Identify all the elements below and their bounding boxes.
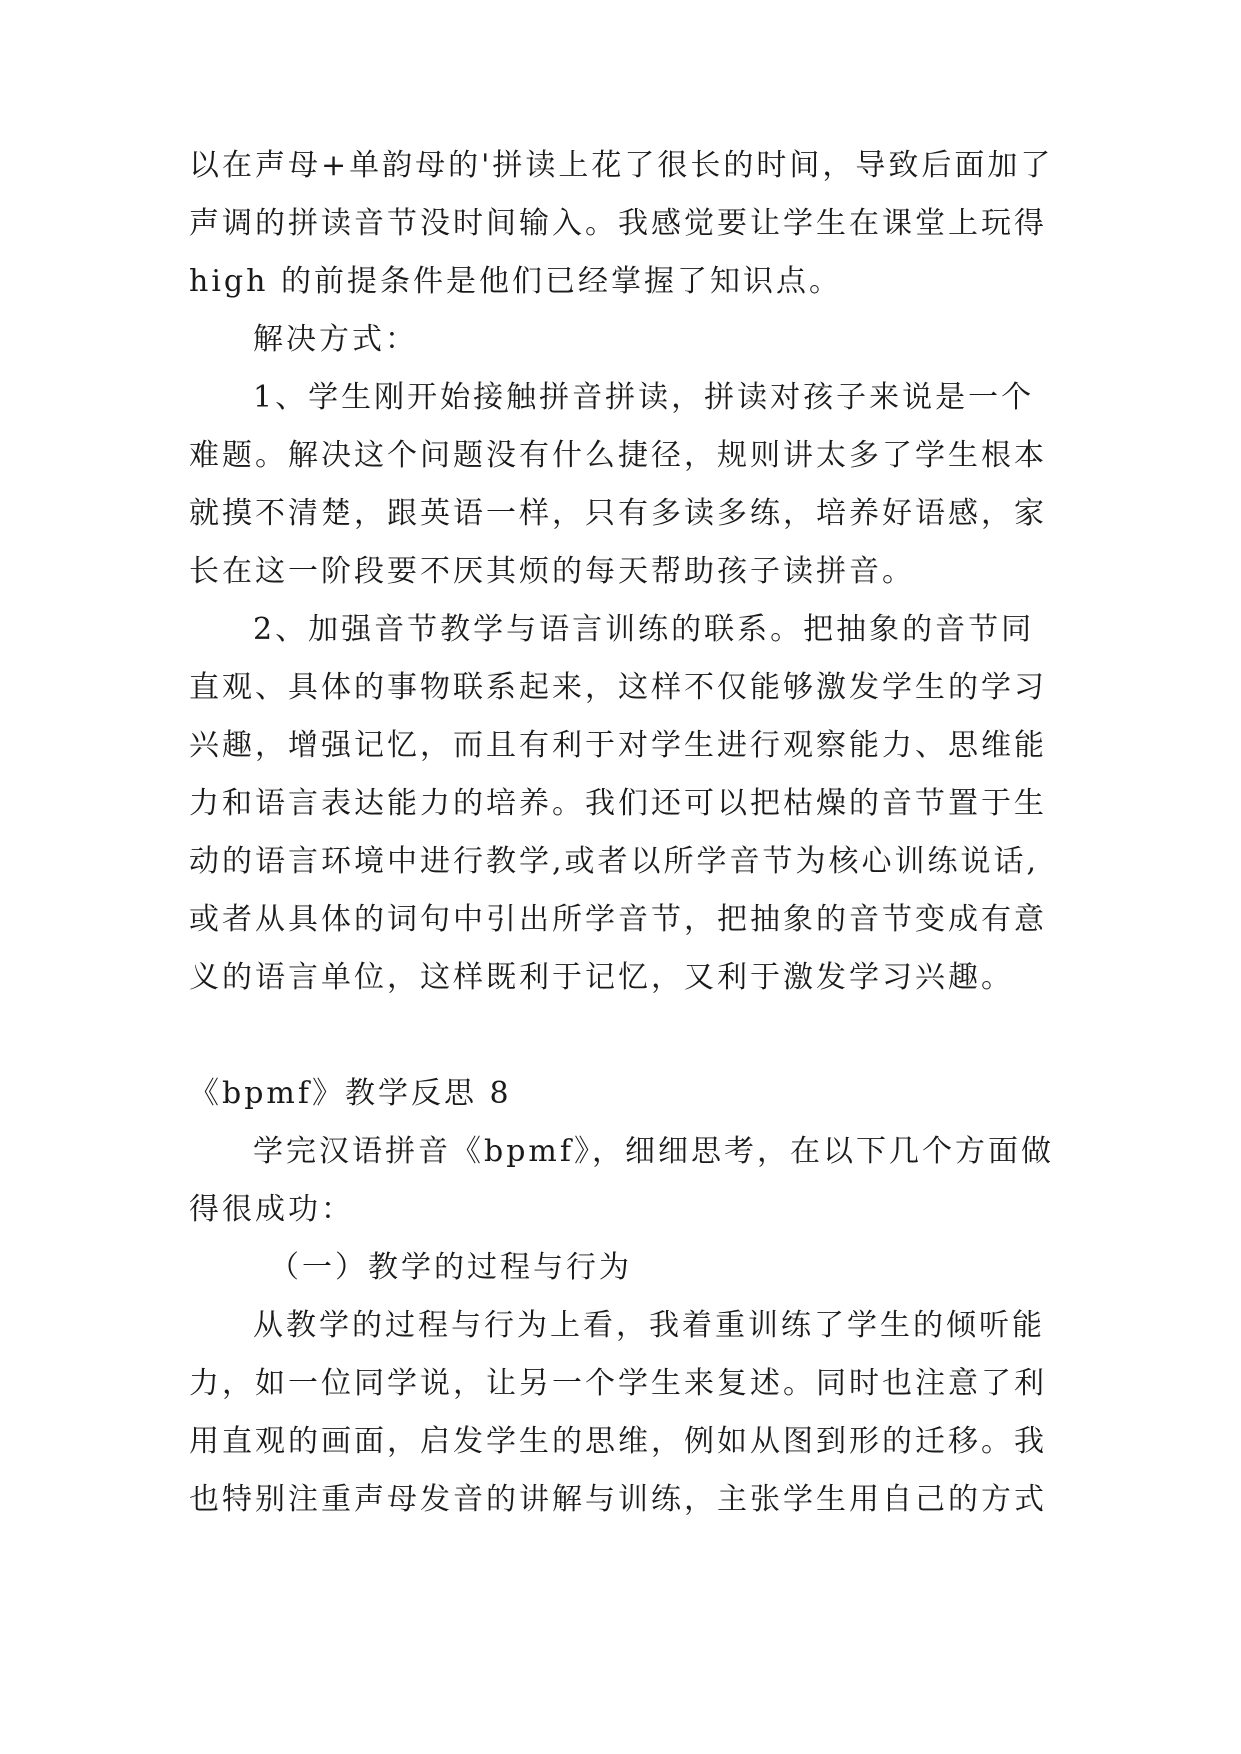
body-text-line: 也特别注重声母发音的讲解与训练，主张学生用自己的方式 <box>189 1482 1047 1517</box>
body-text-line: 从教学的过程与行为上看，我着重训练了学生的倾听能 <box>253 1308 1045 1343</box>
body-text-line: 力和语言表达能力的培养。我们还可以把枯燥的音节置于生 <box>189 786 1047 821</box>
body-text-line: 声调的拼读音节没时间输入。我感觉要让学生在课堂上玩得 <box>189 206 1047 241</box>
body-text-line: 就摸不清楚，跟英语一样，只有多读多练，培养好语感，家 <box>189 496 1047 531</box>
subsection-heading: （一）教学的过程与行为 <box>269 1250 632 1285</box>
body-text-line: 义的语言单位，这样既利于记忆，又利于激发学习兴趣。 <box>189 960 1014 995</box>
list-item-2-start: 2、加强音节教学与语言训练的联系。把抽象的音节同 <box>253 612 1035 647</box>
body-text-line: 学完汉语拼音《bpmf》，细细思考，在以下几个方面做 <box>253 1134 1054 1169</box>
body-text-line: 难题。解决这个问题没有什么捷径，规则讲太多了学生根本 <box>189 438 1047 473</box>
body-text-line: 或者从具体的词句中引出所学音节，把抽象的音节变成有意 <box>189 902 1047 937</box>
section-label: 解决方式： <box>253 322 418 357</box>
body-text-line: 直观、具体的事物联系起来，这样不仅能够激发学生的学习 <box>189 670 1047 705</box>
article-heading: 《bpmf》教学反思 8 <box>189 1076 512 1111</box>
body-text-line: 长在这一阶段要不厌其烦的每天帮助孩子读拼音。 <box>189 554 915 589</box>
body-text-line: 得很成功： <box>189 1192 354 1227</box>
body-text-line: 力，如一位同学说，让另一个学生来复述。同时也注意了利 <box>189 1366 1047 1401</box>
body-text-line: high 的前提条件是他们已经掌握了知识点。 <box>189 264 842 299</box>
body-text-line: 动的语言环境中进行教学,或者以所学音节为核心训练说话, <box>189 844 1040 879</box>
body-text-line: 用直观的画面，启发学生的思维，例如从图到形的迁移。我 <box>189 1424 1047 1459</box>
body-text-line: 兴趣，增强记忆，而且有利于对学生进行观察能力、思维能 <box>189 728 1047 763</box>
list-item-1-start: 1、学生刚开始接触拼音拼读，拼读对孩子来说是一个 <box>253 380 1035 415</box>
body-text-line: 以在声母+单韵母的'拼读上花了很长的时间，导致后面加了 <box>189 148 1054 183</box>
